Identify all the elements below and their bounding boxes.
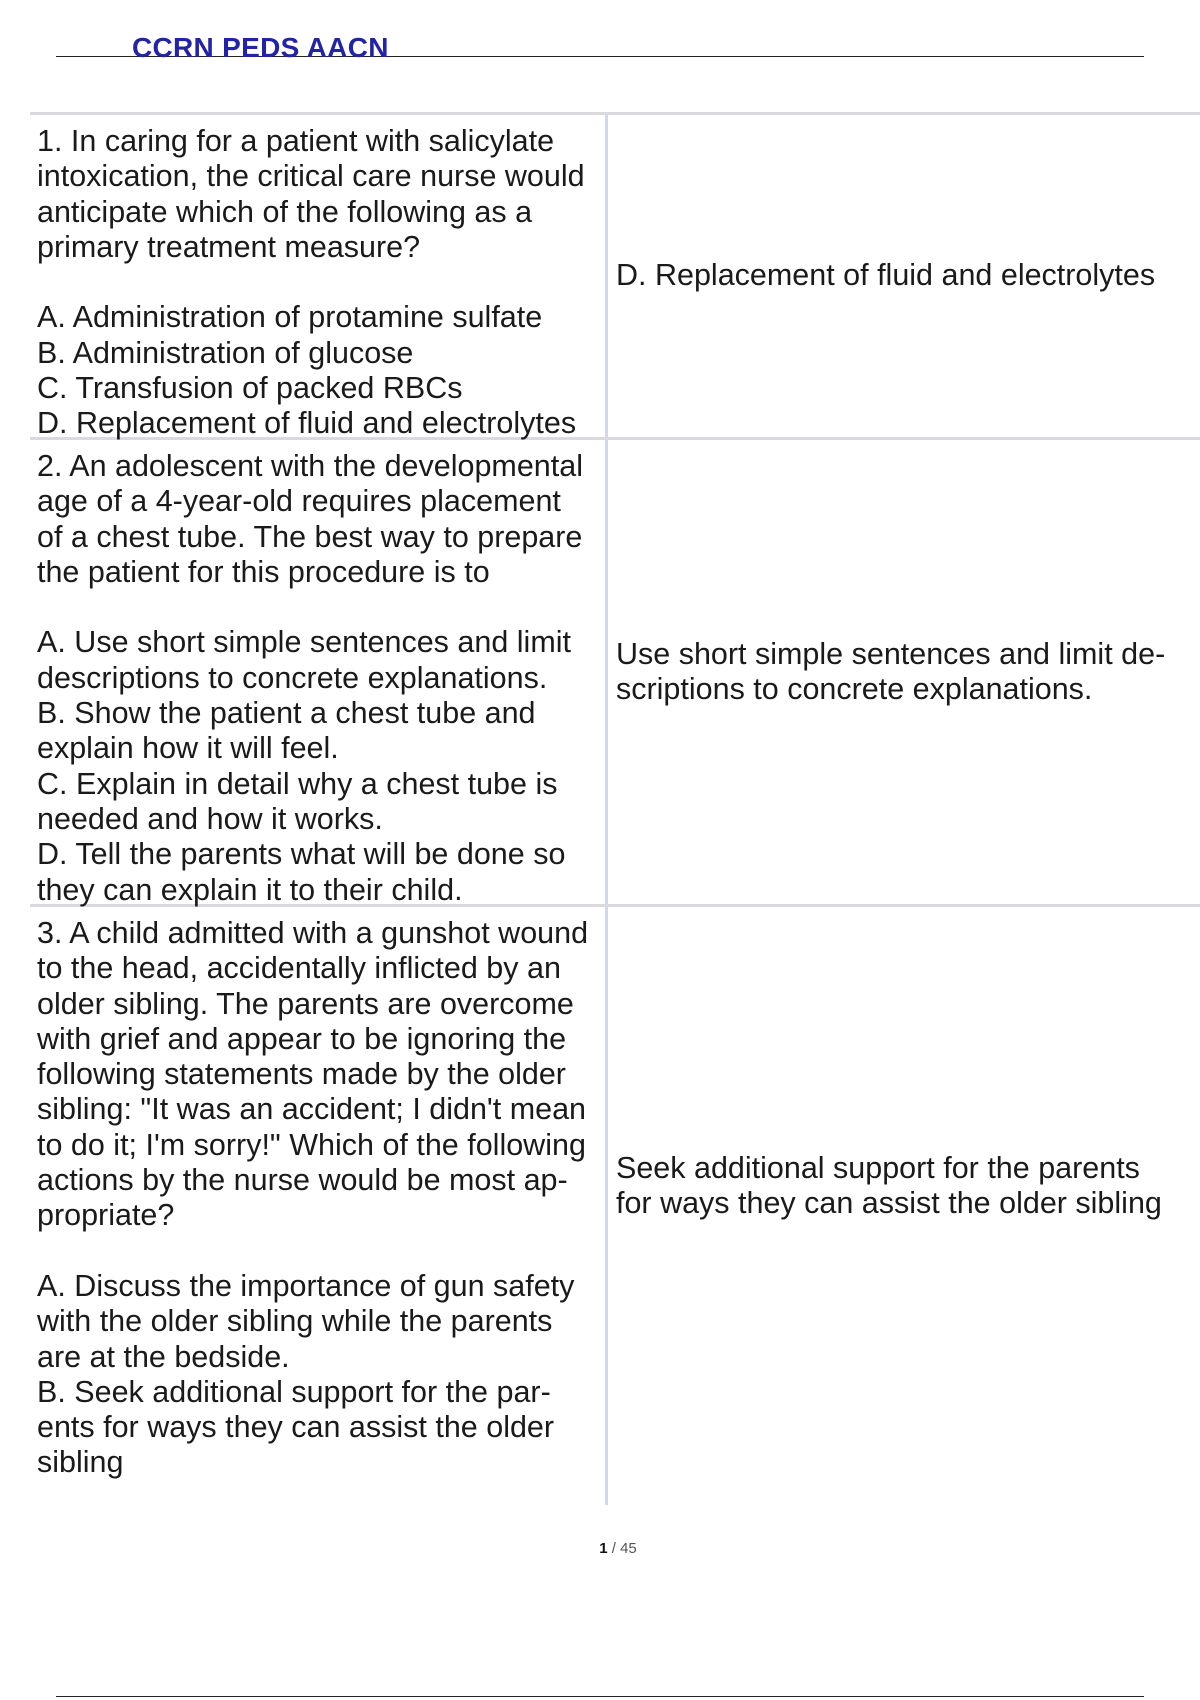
answer-cell (608, 440, 1200, 904)
question-text: 2. An adolescent with the developmental age of a 4-year-old requires placement of a chest tube. The best way to prepare the patient for this procedure is to A. Use short simple sentences and limit descriptions to concrete explanations. B. Show the patient a chest tube and explain how it will feel. C. Explain in detail why a chest tube is needed and how it works. D. Tell the parents what will be done so they can explain it to their child. (30, 440, 608, 904)
current-page: 1 (599, 1540, 608, 1557)
page-number (0, 1540, 1200, 1557)
answer-cell (608, 907, 1200, 1505)
page-separator: / (607, 1540, 621, 1557)
question-text: 3. A child admitted with a gunshot wound to the head, accidentally inflicted by an older sibling. The parents are overcome with grief and appear to be ignoring the following statements made by the older sibling: "It was an accident; I didn't mean to do it; I'm sorry!" Which of the following actions by the nurse would be most ap- propriate? A. Discuss the importance of gun safety with the older sibling while the parents are at the bedside. B. Seek additional support for the par- ents for ways they can assist the older sibling (30, 907, 608, 1505)
answer-text: Use short simple sentences and limit de- scriptions to concrete explanations. (616, 636, 1166, 706)
flashcard (30, 112, 1200, 441)
flashcard-list (30, 112, 1200, 1505)
answer-cell (608, 115, 1200, 437)
answer-text: D. Replacement of fluid and electrolytes (616, 258, 1156, 293)
document-title: CCRN PEDS AACN (132, 32, 389, 63)
page-header (56, 30, 1144, 63)
total-pages: 45 (620, 1540, 637, 1557)
footer-rule (56, 1696, 1144, 1697)
answer-text: Seek additional support for the parents for ways they can assist the older sibling (616, 1150, 1162, 1220)
question-text: 1. In caring for a patient with salicylate intoxication, the critical care nurse would anticipate which of the following as a primary treatment measure? A. Administration of protamine sulfate B. Administration of glucose C. Transfusion of packed RBCs D. Replacement of fluid and electrolytes (30, 115, 608, 437)
flashcard (30, 904, 1200, 1505)
flashcard (30, 437, 1200, 907)
